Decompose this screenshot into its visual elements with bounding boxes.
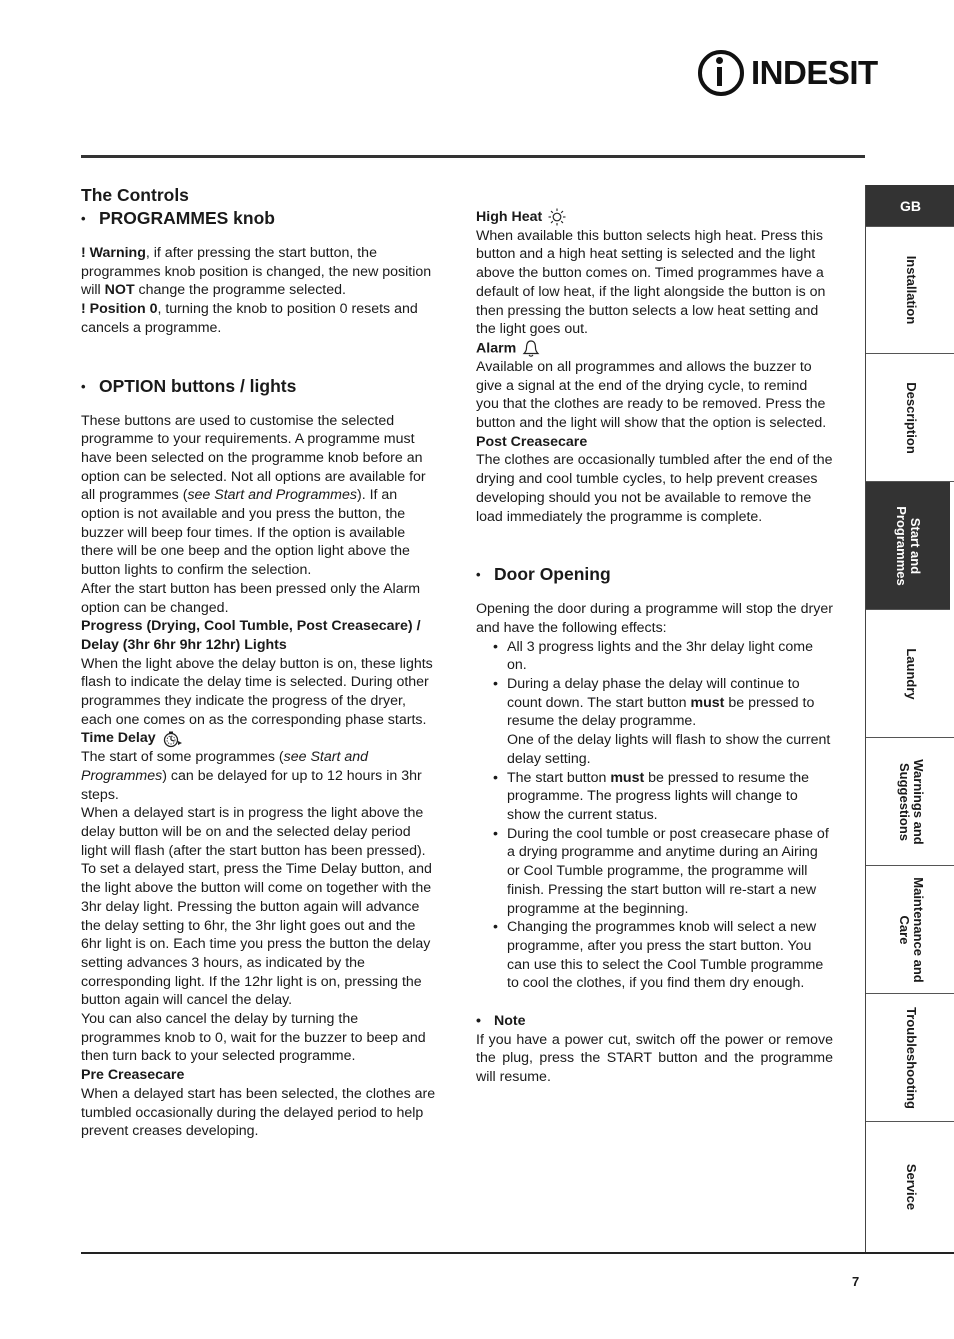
tab-description[interactable]: Description (866, 354, 954, 482)
page-number: 7 (852, 1274, 860, 1289)
tab-service[interactable]: Service (903, 1163, 919, 1211)
tab-start-programmes[interactable]: Start and Programmes (866, 482, 950, 610)
tab-warnings[interactable]: Warnings and Suggestions (866, 738, 954, 866)
pre-creasecare-heading: Pre Creasecare (81, 1067, 185, 1084)
tab-troubleshooting[interactable]: Troubleshooting (866, 994, 954, 1122)
pre-creasecare-paragraph: When a delayed start has been selected, the clothes are tumbled occasionally during the delayed period to help prevent creases developing. (81, 1085, 436, 1140)
footer-rule (81, 1252, 954, 1254)
list-item: • During a delay phase the delay will continue to count down. The start button must be pressed to resume the delay programme. One of the delay lights will flash to show the current delay setting. (476, 675, 833, 769)
post-creasecare-heading: Post Creasecare (476, 433, 588, 450)
list-item: • The start button must be pressed to resume the programme. The progress lights will change to show the current status. (476, 769, 833, 825)
tab-installation[interactable]: Installation (866, 227, 954, 354)
section-title: The Controls (81, 185, 189, 205)
list-item: • All 3 progress lights and the 3hr delay light come on. (476, 638, 833, 675)
tab-gb[interactable]: GB (866, 185, 954, 227)
list-item: • Changing the programmes knob will select a new programme, after you press the start button. You can use this to select the Cool Tumble programme to cool the clothes, if you find them dry enough. (476, 918, 833, 993)
option-paragraph: These buttons are used to customise the selected programme to your requirements. A programme must have been selected on the programme knob before an option can be selected. Not all options are available for all programmes (see Start and Programmes). If an option is not available and you press the button, the buzzer will beep four times. If the option is available there will be one beep and the option light above the button lights to confirm the selection. (81, 412, 426, 579)
header-rule (81, 155, 865, 158)
tab-maintenance[interactable]: Maintenance and Care (866, 866, 954, 994)
post-creasecare-paragraph: The clothes are occasionally tumbled after the end of the drying and cool tumble cycles, to help prevent creases developing should you not be available to remove the load immediately the programme is complete. (476, 452, 833, 525)
logo-bar (717, 67, 722, 86)
door-opening-heading: • Door Opening (476, 564, 611, 585)
sun-icon (548, 208, 566, 226)
high-heat-paragraph: When available this button selects high heat. Press this button and a high heat setting is selected and the light above the button comes on. Timed programmes have a default of low heat, if the light alongside the button is on then pressing the button selects a low heat setting and the light goes out. (476, 227, 826, 338)
time-delay-paragraph-3: To set a delayed start, press the Time Delay button, and the light above the button will come on together with the 3hr delay light. Pressing the button again will advance the delay setting to 6hr, the 3hr light goes out and the 6hr light is on. Each time you press the button the delay setting advances 3 hours, as indicated by the corresponding light. If the 12hr light is on, pressing the button again will cancel the delay. (81, 861, 432, 1009)
left-column (81, 184, 439, 1141)
time-delay-paragraph-1: The start of some programmes (see Start and Programmes) can be delayed for up to 12 hours in 3hr steps. (81, 749, 422, 803)
programmes-heading: • PROGRAMMES knob (81, 208, 275, 228)
position0-paragraph: ! Position 0, turning the knob to position 0 resets and cancels a programme. (81, 301, 418, 336)
note-paragraph: If you have a power cut, switch off the power or remove the plug, press the START button and the programme will resume. (476, 1031, 833, 1086)
indesit-logo (698, 50, 878, 96)
option-heading: • OPTION buttons / lights (81, 375, 297, 396)
note-heading: • Note (476, 1013, 526, 1030)
tab-laundry[interactable]: Laundry (866, 610, 954, 738)
time-delay-paragraph-4: You can also cancel the delay by turning the programmes knob to 0, wait for the buzzer to beep and then turn back to your selected programme. (81, 1011, 426, 1065)
logo-dot (716, 57, 723, 64)
list-item: • During the cool tumble or post creasecare phase of a drying programme and anytime during an Airing or Cool Tumble programme, the programme will finish. Pressing the start button will re-start a new programme at the beginning. (476, 825, 833, 919)
door-intro: Opening the door during a programme will stop the dryer and have the following effects: (476, 601, 833, 636)
alarm-heading: Alarm (476, 339, 833, 358)
time-delay-icon (162, 730, 184, 748)
logo-wordmark: INDESIT (751, 54, 878, 91)
progress-heading: Progress (Drying, Cool Tumble, Post Creasecare) / Delay (3hr 6hr 9hr 12hr) Lights (81, 618, 421, 653)
door-effects-list (476, 638, 833, 993)
progress-paragraph: When the light above the delay button is on, these lights flash to indicate the delay time is selected. During other programmes they indicate the progress of the dryer, each one comes on as the corresponding phase starts. (81, 655, 433, 728)
time-delay-paragraph-2: When a delayed start is in progress the light above the delay button will be on and the selected delay period light will flash (after the start button has been pressed). (81, 805, 426, 859)
high-heat-heading: High Heat (476, 208, 833, 227)
warning-paragraph: ! Warning, if after pressing the start button, the programmes knob position is changed, the new position will NOT change the programme selected. (81, 245, 432, 299)
section-tabs (865, 185, 954, 1253)
bell-icon (522, 339, 540, 358)
option-paragraph-2: After the start button has been pressed only the Alarm option can be changed. (81, 580, 421, 616)
alarm-paragraph: Available on all programmes and allows the buzzer to give a signal at the end of the drying cycle, to remind you that the clothes are ready to be removed. Press the button and the light will show that the option is selected. (476, 358, 827, 432)
right-column (476, 208, 833, 1087)
time-delay-heading: Time Delay (81, 729, 439, 748)
